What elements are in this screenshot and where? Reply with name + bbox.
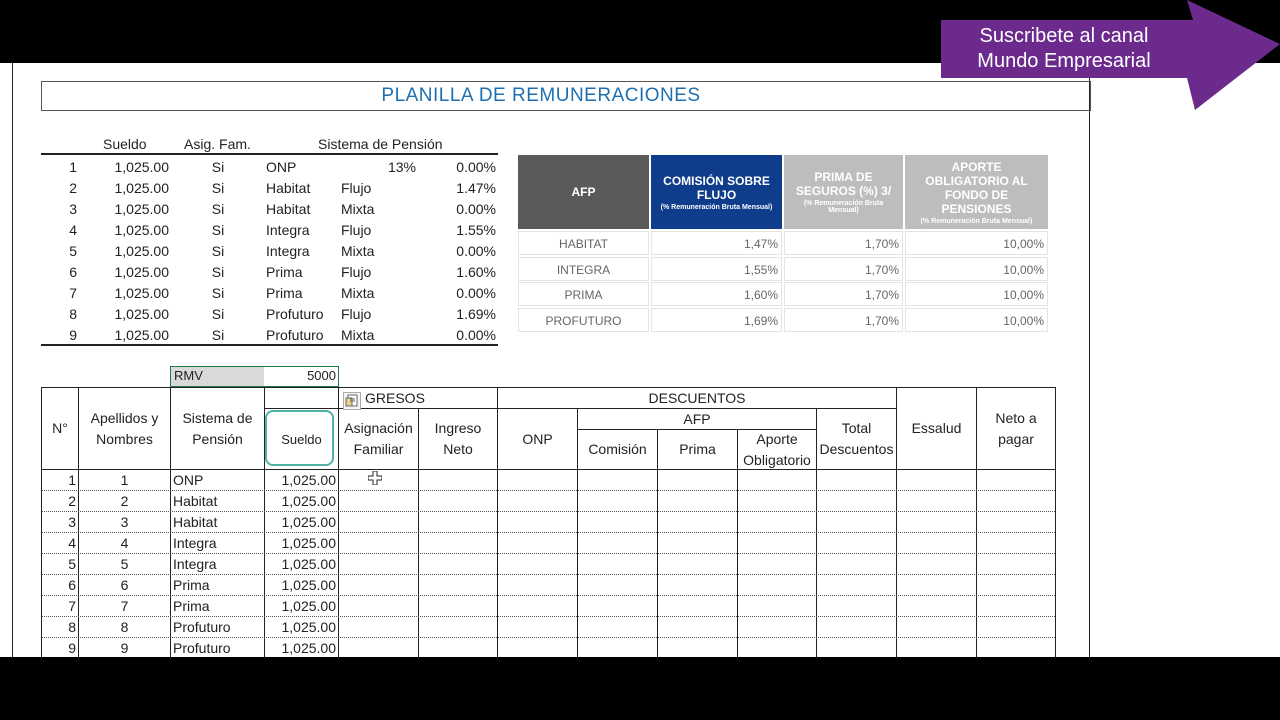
row-sueldo[interactable]: 1,025.00 bbox=[281, 577, 336, 593]
afp-row-name: PROFUTURO bbox=[518, 308, 649, 332]
afp-header-comision-sub: (% Remuneración Bruta Mensual) bbox=[660, 203, 773, 211]
col-header-descuentos[interactable]: DESCUENTOS bbox=[648, 389, 746, 406]
row-n[interactable]: 4 bbox=[68, 535, 76, 551]
row-apellidos[interactable]: 8 bbox=[120, 619, 129, 635]
summary-pct[interactable]: 13% bbox=[387, 159, 416, 175]
summary-sueldo[interactable]: 1,025.00 bbox=[114, 159, 169, 175]
summary-sueldo[interactable]: 1,025.00 bbox=[114, 285, 169, 301]
afp-row-aporte: 10,00% bbox=[905, 231, 1048, 255]
spreadsheet-canvas[interactable] bbox=[0, 63, 1280, 657]
afp-header-prima-sub: (% Remuneración Bruta Mensual) bbox=[803, 200, 884, 214]
summary-asig[interactable]: Si bbox=[211, 222, 225, 238]
summary-header-sistema: Sistema de Pensión bbox=[318, 136, 443, 152]
afp-row-name: PRIMA bbox=[518, 282, 649, 306]
row-apellidos[interactable]: 1 bbox=[120, 472, 129, 488]
row-apellidos[interactable]: 9 bbox=[120, 640, 129, 656]
col-header-comision[interactable]: Comisión bbox=[588, 441, 647, 457]
summary-asig[interactable]: Si bbox=[211, 285, 225, 301]
summary-sueldo[interactable]: 1,025.00 bbox=[114, 243, 169, 259]
summary-sistema[interactable]: ONP bbox=[266, 159, 297, 175]
summary-comision[interactable]: 0.00% bbox=[456, 285, 496, 301]
summary-comision[interactable]: 1.47% bbox=[456, 180, 496, 196]
summary-n[interactable]: 4 bbox=[69, 222, 77, 238]
summary-tipo[interactable]: Mixta bbox=[341, 285, 375, 301]
afp-header-comision-label: COMISIÓN SOBRE FLUJO bbox=[663, 173, 770, 202]
summary-sistema[interactable]: Profuturo bbox=[266, 306, 324, 322]
row-sistema[interactable]: Integra bbox=[173, 535, 217, 551]
summary-comision[interactable]: 0.00% bbox=[456, 327, 496, 343]
afp-row-prima: 1,70% bbox=[784, 231, 903, 255]
summary-asig[interactable]: Si bbox=[211, 201, 225, 217]
col-header-ingreso-neto[interactable]: Ingreso Neto bbox=[434, 420, 482, 457]
summary-sueldo[interactable]: 1,025.00 bbox=[114, 222, 169, 238]
row-n[interactable]: 2 bbox=[68, 493, 76, 509]
row-apellidos[interactable]: 7 bbox=[120, 598, 129, 614]
row-sistema[interactable]: Prima bbox=[173, 577, 210, 593]
summary-bottom-rule bbox=[41, 344, 498, 346]
afp-header-aporte-sub: (% Remuneración Bruta Mensual) bbox=[920, 217, 1033, 225]
summary-sistema[interactable]: Integra bbox=[266, 243, 310, 259]
summary-header-asig: Asig. Fam. bbox=[184, 136, 251, 152]
col-header-essalud[interactable]: Essalud bbox=[911, 420, 962, 436]
summary-tipo[interactable]: Mixta bbox=[341, 201, 375, 217]
summary-asig[interactable]: Si bbox=[211, 180, 225, 196]
summary-sueldo[interactable]: 1,025.00 bbox=[114, 327, 169, 343]
summary-sistema[interactable]: Habitat bbox=[266, 201, 311, 217]
col-header-sueldo[interactable]: Sueldo bbox=[281, 431, 322, 447]
summary-n[interactable]: 1 bbox=[69, 159, 77, 175]
summary-sistema[interactable]: Habitat bbox=[266, 180, 311, 196]
rmv-value[interactable]: 5000 bbox=[307, 368, 336, 383]
row-sistema[interactable]: Prima bbox=[173, 598, 210, 614]
row-sistema[interactable]: ONP bbox=[173, 472, 204, 488]
col-header-neto[interactable]: Neto a pagar bbox=[995, 409, 1037, 447]
afp-row-comision: 1,47% bbox=[651, 231, 782, 255]
row-apellidos[interactable]: 3 bbox=[120, 514, 129, 530]
left-border-line bbox=[12, 63, 13, 657]
afp-header-afp: AFP bbox=[518, 155, 649, 229]
summary-comision[interactable]: 1.69% bbox=[456, 306, 496, 322]
summary-asig[interactable]: Si bbox=[211, 327, 225, 343]
row-n[interactable]: 3 bbox=[68, 514, 76, 530]
afp-row-aporte: 10,00% bbox=[905, 257, 1048, 281]
summary-comision[interactable]: 1.60% bbox=[456, 264, 496, 280]
paste-options-icon[interactable] bbox=[343, 392, 361, 410]
col-header-asignacion[interactable]: Asignación Familiar bbox=[344, 420, 413, 457]
row-n[interactable]: 1 bbox=[68, 472, 76, 488]
col-header-onp[interactable]: ONP bbox=[522, 430, 553, 447]
summary-n[interactable]: 7 bbox=[69, 285, 77, 301]
row-sistema[interactable]: Profuturo bbox=[173, 640, 231, 656]
summary-n[interactable]: 6 bbox=[69, 264, 77, 280]
afp-header-aporte bbox=[905, 155, 1048, 229]
afp-row-prima: 1,70% bbox=[784, 282, 903, 306]
summary-sistema[interactable]: Profuturo bbox=[266, 327, 324, 343]
row-n[interactable]: 7 bbox=[68, 598, 76, 614]
summary-comision[interactable]: 0.00% bbox=[456, 159, 496, 175]
summary-tipo[interactable]: Flujo bbox=[341, 306, 372, 322]
summary-sistema[interactable]: Prima bbox=[266, 285, 303, 301]
row-sistema[interactable]: Profuturo bbox=[173, 619, 231, 635]
col-header-ingresos[interactable]: GRESOS bbox=[365, 389, 425, 406]
afp-row-comision: 1,60% bbox=[651, 282, 782, 306]
summary-comision[interactable]: 0.00% bbox=[456, 243, 496, 259]
subscribe-banner-text bbox=[935, 24, 1193, 74]
row-apellidos[interactable]: 4 bbox=[120, 535, 129, 551]
row-n[interactable]: 9 bbox=[68, 640, 76, 656]
afp-row-comision: 1,55% bbox=[651, 257, 782, 281]
afp-row-name: HABITAT bbox=[518, 231, 649, 255]
summary-tipo[interactable]: Mixta bbox=[341, 327, 375, 343]
row-apellidos[interactable]: 2 bbox=[120, 493, 129, 509]
afp-row-comision: 1,69% bbox=[651, 308, 782, 332]
summary-sueldo[interactable]: 1,025.00 bbox=[114, 264, 169, 280]
col-header-total[interactable]: Total Descuentos bbox=[819, 420, 894, 457]
summary-n[interactable]: 3 bbox=[69, 201, 77, 217]
row-n[interactable]: 5 bbox=[68, 556, 76, 572]
row-n[interactable]: 8 bbox=[68, 619, 76, 635]
summary-asig[interactable]: Si bbox=[211, 306, 225, 322]
row-sueldo[interactable]: 1,025.00 bbox=[281, 598, 336, 614]
afp-header-aporte-label: APORTE OBLIGATORIO AL FONDO DE PENSIONES bbox=[925, 159, 1028, 216]
row-sueldo[interactable]: 1,025.00 bbox=[281, 640, 336, 656]
summary-top-rule bbox=[41, 153, 498, 155]
summary-sistema[interactable]: Integra bbox=[266, 222, 310, 238]
right-border-line bbox=[1089, 63, 1090, 657]
row-sueldo[interactable]: 1,025.00 bbox=[281, 472, 336, 488]
summary-n[interactable]: 9 bbox=[69, 327, 77, 343]
summary-asig[interactable]: Si bbox=[211, 243, 225, 259]
summary-n[interactable]: 5 bbox=[69, 243, 77, 259]
row-sistema[interactable]: Habitat bbox=[173, 514, 218, 530]
summary-tipo[interactable]: Flujo bbox=[341, 222, 372, 238]
afp-header-prima bbox=[784, 155, 903, 229]
afp-row-prima: 1,70% bbox=[784, 308, 903, 332]
summary-n[interactable]: 2 bbox=[69, 180, 77, 196]
row-sistema[interactable]: Integra bbox=[173, 556, 217, 572]
row-sueldo[interactable]: 1,025.00 bbox=[281, 514, 336, 530]
col-header-n[interactable]: N° bbox=[52, 420, 68, 436]
col-header-aporte[interactable]: Aporte Obligatorio bbox=[743, 430, 811, 468]
summary-tipo[interactable]: Mixta bbox=[341, 243, 375, 259]
col-header-sistema[interactable]: Sistema de Pensión bbox=[182, 409, 253, 447]
summary-comision[interactable]: 0.00% bbox=[456, 201, 496, 217]
summary-sueldo[interactable]: 1,025.00 bbox=[114, 306, 169, 322]
row-sueldo[interactable]: 1,025.00 bbox=[281, 556, 336, 572]
col-header-afp[interactable]: AFP bbox=[683, 410, 711, 427]
cell-cursor-icon bbox=[368, 471, 382, 485]
page-title: PLANILLA DE REMUNERACIONES bbox=[381, 85, 701, 106]
banner-line-2: Mundo Empresarial bbox=[977, 50, 1151, 72]
row-apellidos[interactable]: 6 bbox=[120, 577, 129, 593]
summary-asig[interactable]: Si bbox=[211, 159, 225, 175]
row-sueldo[interactable]: 1,025.00 bbox=[281, 493, 336, 509]
row-apellidos[interactable]: 5 bbox=[120, 556, 129, 572]
row-sueldo[interactable]: 1,025.00 bbox=[281, 535, 336, 551]
row-sueldo[interactable]: 1,025.00 bbox=[281, 619, 336, 635]
summary-n[interactable]: 8 bbox=[69, 306, 77, 322]
summary-sueldo[interactable]: 1,025.00 bbox=[114, 180, 169, 196]
afp-header-prima-label: PRIMA DE SEGUROS (%) 3/ bbox=[795, 170, 892, 198]
col-header-apellidos[interactable]: Apellidos y Nombres bbox=[90, 409, 159, 447]
summary-sistema[interactable]: Prima bbox=[266, 264, 303, 280]
afp-row-aporte: 10,00% bbox=[905, 308, 1048, 332]
banner-line-1: Suscribete al canal bbox=[979, 25, 1149, 47]
col-header-prima[interactable]: Prima bbox=[679, 441, 716, 457]
row-sistema[interactable]: Habitat bbox=[173, 493, 218, 509]
summary-header-sueldo: Sueldo bbox=[103, 136, 147, 152]
summary-sueldo[interactable]: 1,025.00 bbox=[114, 201, 169, 217]
row-n[interactable]: 6 bbox=[68, 577, 76, 593]
afp-row-aporte: 10,00% bbox=[905, 282, 1048, 306]
summary-tipo[interactable]: Flujo bbox=[341, 264, 372, 280]
afp-header-comision bbox=[651, 155, 782, 229]
afp-row-prima: 1,70% bbox=[784, 257, 903, 281]
afp-row-name: INTEGRA bbox=[518, 257, 649, 281]
summary-asig[interactable]: Si bbox=[211, 264, 225, 280]
summary-tipo[interactable]: Flujo bbox=[341, 180, 372, 196]
summary-comision[interactable]: 1.55% bbox=[456, 222, 496, 238]
rmv-label: RMV bbox=[174, 368, 203, 383]
